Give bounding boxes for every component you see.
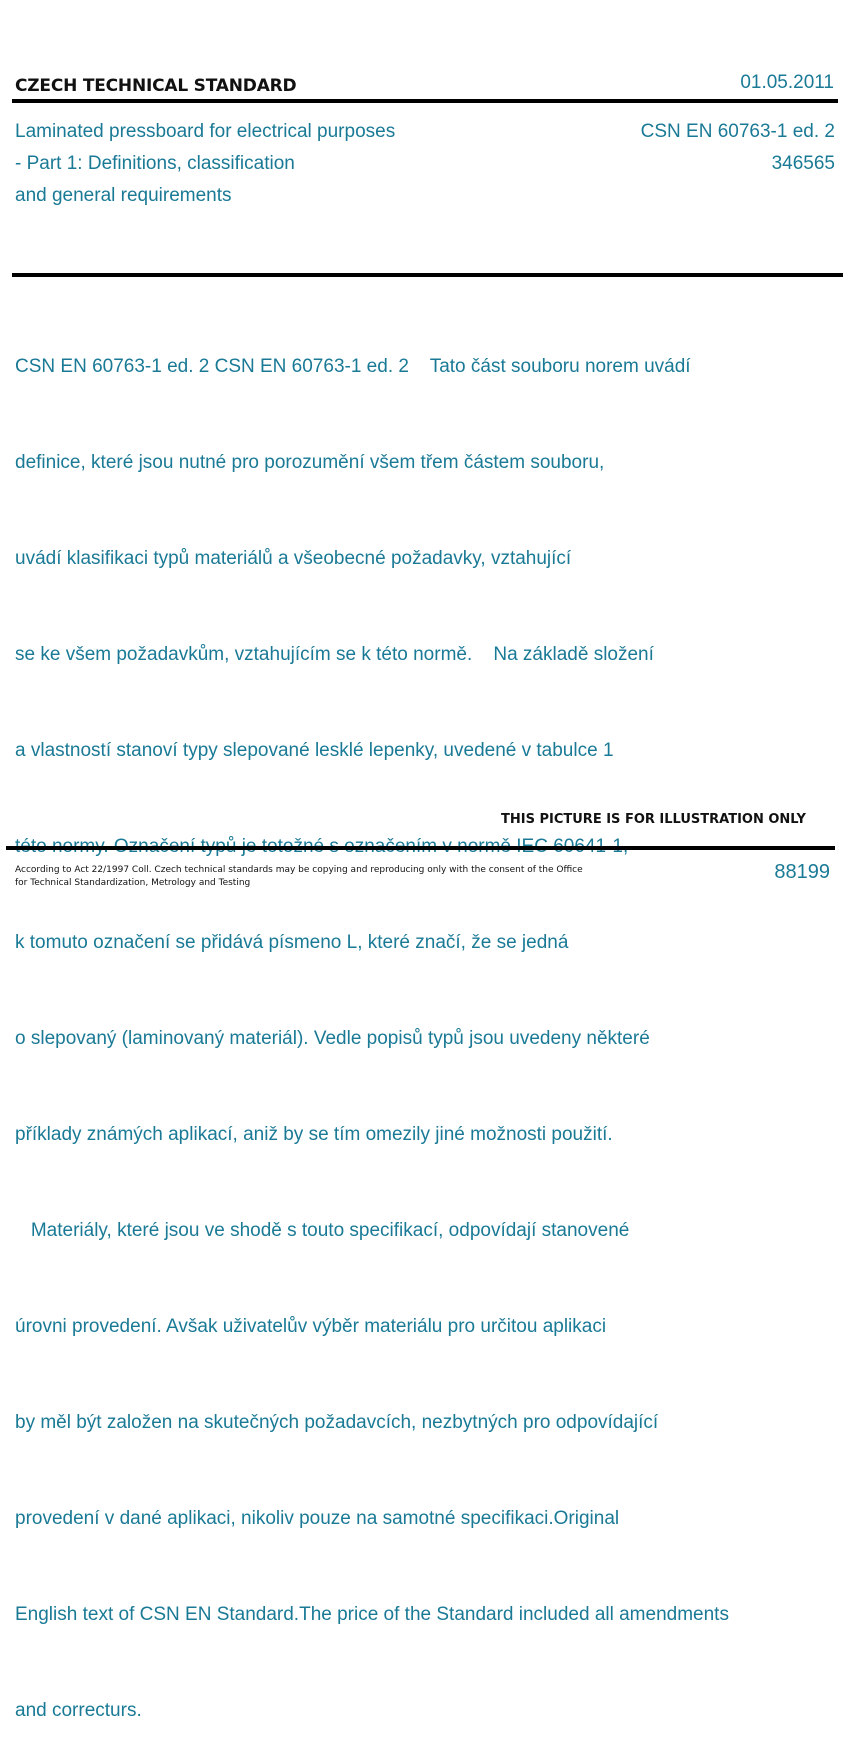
footer-divider [6, 846, 835, 850]
legal-notice-line: for Technical Standardization, Metrology and Testing [15, 878, 251, 888]
standard-description [15, 287, 845, 1759]
body-line: by měl být založen na skutečných požadavcích, nezbytných pro odpovídající [15, 1412, 659, 1433]
publication-date: 01.05.2011 [740, 72, 834, 93]
document-number: 88199 [774, 861, 830, 883]
title-line: - Part 1: Definitions, classification [15, 153, 295, 174]
body-line: k tomuto označení se přidává písmeno L, které značí, že se jedná [15, 932, 569, 953]
header-divider [12, 99, 838, 103]
body-line: definice, které jsou nutné pro porozumění všem třem částem souboru, [15, 452, 605, 473]
standard-code: CSN EN 60763-1 ed. 2 [640, 121, 835, 142]
body-line: provedení v dané aplikaci, nikoliv pouze na samotné specifikaci.Original [15, 1508, 620, 1529]
body-line: and correcturs. [15, 1700, 142, 1721]
body-line: příklady známých aplikací, aniž by se tím omezily jiné možnosti použití. [15, 1124, 613, 1145]
standard-title [15, 116, 535, 212]
body-line: uvádí klasifikaci typů materiálů a všeobecné požadavky, vztahující [15, 548, 572, 569]
title-line: Laminated pressboard for electrical purposes [15, 121, 396, 142]
class-number: 346565 [771, 153, 835, 174]
illustration-disclaimer: THIS PICTURE IS FOR ILLUSTRATION ONLY [501, 812, 806, 827]
legal-notice-line: According to Act 22/1997 Coll. Czech technical standards may be copying and reproducing only with the consent of the Office [15, 865, 583, 875]
body-line: English text of CSN EN Standard.The price of the Standard included all amendments [15, 1604, 729, 1625]
legal-notice [15, 864, 595, 890]
title-divider [12, 273, 843, 277]
standard-identifier [641, 116, 835, 180]
body-line: se ke všem požadavkům, vztahujícím se k této normě. Na základě složení [15, 644, 654, 665]
body-line: CSN EN 60763-1 ed. 2 CSN EN 60763-1 ed. 2 Tato část souboru norem uvádí [15, 356, 691, 377]
body-line: Materiály, které jsou ve shodě s touto specifikací, odpovídají stanovené [15, 1220, 630, 1241]
document-type-label: CZECH TECHNICAL STANDARD [15, 76, 297, 96]
body-line: o slepovaný (laminovaný materiál). Vedle popisů typů jsou uvedeny některé [15, 1028, 650, 1049]
body-line: úrovni provedení. Avšak uživatelův výběr materiálu pro určitou aplikaci [15, 1316, 607, 1337]
title-line: and general requirements [15, 185, 232, 206]
body-line: a vlastností stanoví typy slepované lesklé lepenky, uvedené v tabulce 1 [15, 740, 614, 761]
